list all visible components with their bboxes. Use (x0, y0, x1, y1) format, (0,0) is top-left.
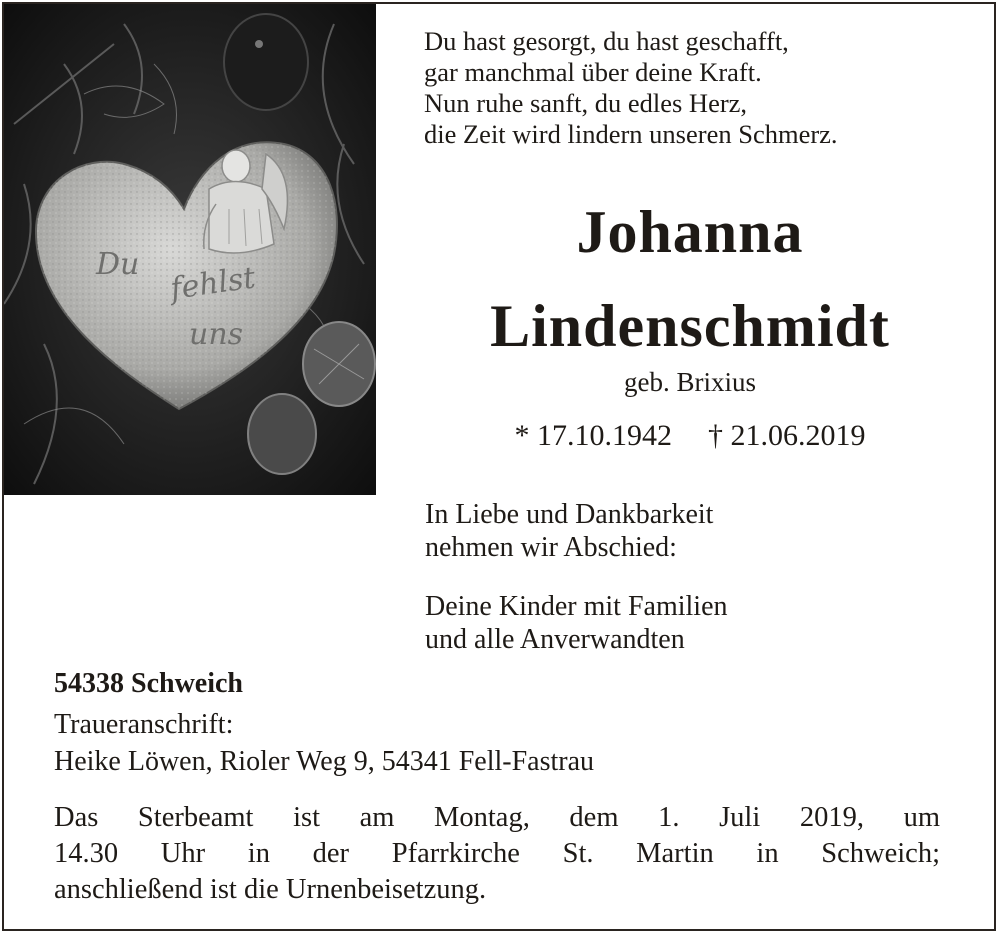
death-date: † 21.06.2019 (708, 419, 866, 452)
birth-name: geb. Brixius (624, 367, 756, 397)
mourners-line: und alle Anverwandten (425, 624, 685, 655)
address-value: Heike Löwen, Rioler Weg 9, 54341 Fell-Fastrau (54, 746, 595, 777)
farewell-line: In Liebe und Dankbarkeit (425, 499, 714, 530)
location: 54338 Schweich (54, 668, 243, 699)
heart-stone-image (4, 4, 376, 495)
birth-date: * 17.10.1942 (514, 419, 672, 452)
engraving-word-3: uns (189, 317, 244, 352)
poem-line: Nun ruhe sanft, du edles Herz, (424, 88, 748, 118)
poem-line: Du hast gesorgt, du hast geschafft, (424, 26, 789, 56)
mourning-address (54, 706, 594, 780)
service-notice (54, 800, 940, 908)
memorial-heart-photo (4, 4, 376, 495)
poem-line: die Zeit wird lindern unseren Schmerz. (424, 119, 838, 149)
life-dates (380, 416, 1000, 456)
engraving-word-2: fehlst (168, 260, 258, 307)
deceased-first-name: Johanna (576, 199, 804, 265)
memorial-poem (424, 26, 984, 150)
service-line: anschließend ist die Urnenbeisetzung. (54, 874, 487, 905)
farewell-text (425, 498, 985, 564)
poem-line: gar manchmal über deine Kraft. (424, 57, 762, 87)
service-line: 14.30 Uhr in der Pfarrkirche St. Martin in Schweich; (54, 838, 940, 869)
mourners-line: Deine Kinder mit Familien (425, 591, 728, 622)
farewell-line: nehmen wir Abschied: (425, 532, 677, 563)
deceased-last-name: Lindenschmidt (490, 293, 890, 359)
mourners-text (425, 590, 985, 656)
service-line: Das Sterbeamt ist am Montag, dem 1. Juli 2019, um (54, 802, 940, 833)
address-label: Traueranschrift: (54, 709, 234, 740)
engraving-word-1: Du (96, 247, 140, 282)
